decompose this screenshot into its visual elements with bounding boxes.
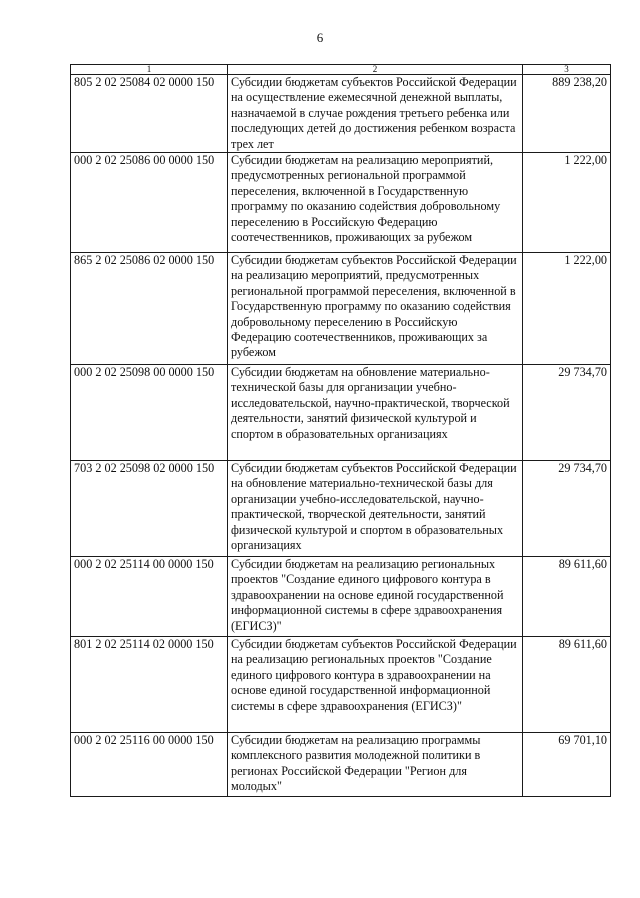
budget-table — [70, 64, 611, 797]
row-description: Субсидии бюджетам субъектов Российской Федерации на реализацию региональных проектов "Создание единого цифрового контура в здравоохранении на основе единой государственной информационной системы в сфере здравоохранения (ЕГИСЗ)" — [228, 637, 523, 733]
table-row — [71, 365, 611, 461]
row-amount: 889 238,20 — [523, 75, 611, 153]
header-row — [71, 65, 611, 75]
row-code: 703 2 02 25098 02 0000 150 — [71, 461, 228, 557]
table-row — [71, 153, 611, 253]
page-number: 6 — [316, 30, 324, 45]
row-code: 000 2 02 25116 00 0000 150 — [71, 733, 228, 797]
row-code: 000 2 02 25098 00 0000 150 — [71, 365, 228, 461]
table-row — [71, 75, 611, 153]
row-description: Субсидии бюджетам на реализацию программы комплексного развития молодежной политики в регионах Российской Федерации "Регион для молодых" — [228, 733, 523, 797]
table-row — [71, 637, 611, 733]
row-amount: 69 701,10 — [523, 733, 611, 797]
row-description: Субсидии бюджетам на обновление материально-технической базы для организации учебно-исследовательской, научно-практической, творческой деятельности, занятий физической культурой и спортом в образовательных организациях — [228, 365, 523, 461]
table-row — [71, 557, 611, 637]
table-row — [71, 253, 611, 365]
row-amount: 1 222,00 — [523, 153, 611, 253]
row-code: 865 2 02 25086 02 0000 150 — [71, 253, 228, 365]
row-description: Субсидии бюджетам на реализацию мероприятий, предусмотренных региональной программой переселения, включенной в Государственную программу по оказанию содействия добровольному переселению в Российскую Федерацию соотечественников, проживающих за рубежом — [228, 153, 523, 253]
column-header-amount: 3 — [523, 65, 611, 75]
row-amount: 29 734,70 — [523, 461, 611, 557]
column-header-description: 2 — [228, 65, 523, 75]
table-header — [71, 65, 611, 75]
row-amount: 89 611,60 — [523, 637, 611, 733]
table-row — [71, 733, 611, 797]
row-amount: 89 611,60 — [523, 557, 611, 637]
table-body — [71, 75, 611, 797]
row-code: 801 2 02 25114 02 0000 150 — [71, 637, 228, 733]
row-code: 000 2 02 25086 00 0000 150 — [71, 153, 228, 253]
row-description: Субсидии бюджетам субъектов Российской Федерации на реализацию мероприятий, предусмотренных региональной программой переселения, включенной в Государственную программу по оказанию содействия добровольному переселению в Российскую Федерацию соотечественников, проживающих за рубежом — [228, 253, 523, 365]
row-description: Субсидии бюджетам на реализацию региональных проектов "Создание единого цифрового контура в здравоохранении на основе единой государственной информационной системы в сфере здравоохранения (ЕГИСЗ)" — [228, 557, 523, 637]
column-header-code: 1 — [71, 65, 228, 75]
row-amount: 29 734,70 — [523, 365, 611, 461]
row-code: 000 2 02 25114 00 0000 150 — [71, 557, 228, 637]
row-amount: 1 222,00 — [523, 253, 611, 365]
row-description: Субсидии бюджетам субъектов Российской Федерации на обновление материально-технической базы для организации учебно-исследовательской, научно-практической, творческой деятельности, занятий физической культурой и спортом в образовательных организациях — [228, 461, 523, 557]
row-code: 805 2 02 25084 02 0000 150 — [71, 75, 228, 153]
table-row — [71, 461, 611, 557]
row-description: Субсидии бюджетам субъектов Российской Федерации на осуществление ежемесячной денежной выплаты, назначаемой в случае рождения третьего ребенка или последующих детей до достижения ребенком возраста трех лет — [228, 75, 523, 153]
